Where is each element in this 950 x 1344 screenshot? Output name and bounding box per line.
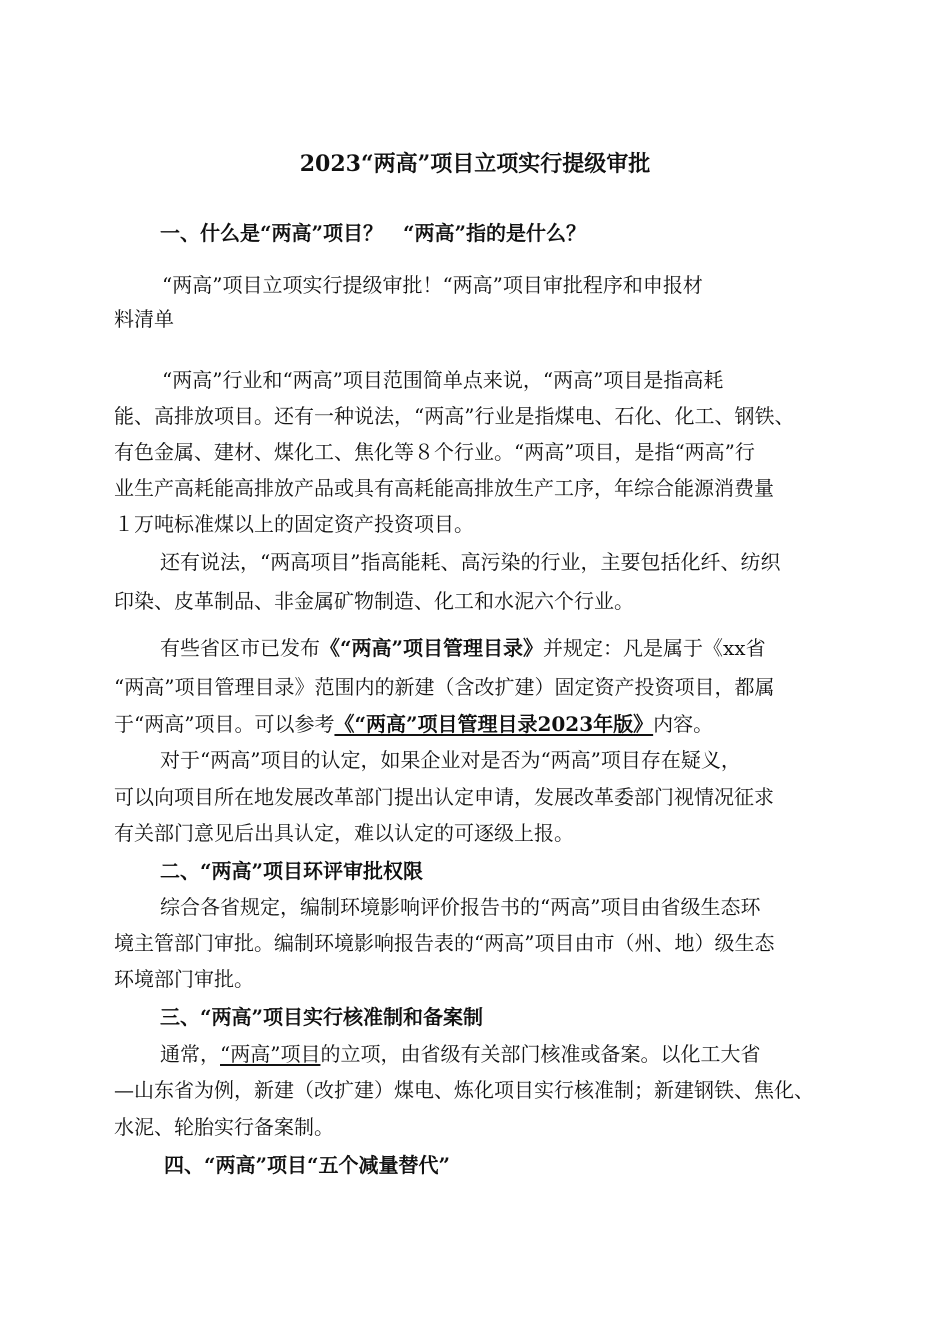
s3-line-2: —山东省为例，新建（改扩建）煤电、炼化项目实行核准制；新建钢铁、焦化、 [114,1078,814,1102]
p4-line-3: 有关部门意见后出具认定，难以认定的可逐级上报。 [114,821,574,845]
p3-line-1 [160,635,766,661]
section1-heading: 一、什么是“两高”项目？ “两高”指的是什么？ [160,221,587,245]
p1-line-5: １万吨标准煤以上的固定资产投资项目。 [114,512,474,536]
s2-line-2: 境主管部门审批。编制环境影响报告表的“两高”项目由市（州、地）级生态 [114,931,775,955]
catalog-2023-link[interactable]: 《“两高”项目管理目录2023年版》 [334,712,654,736]
section2-heading: 二、“两高”项目环评审批权限 [160,859,424,883]
p1-line-4: 业生产高耗能高排放产品或具有高耗能高排放生产工序，年综合能源消费量 [114,476,774,500]
s3-line-1 [160,1041,760,1067]
two-high-projects-link[interactable]: “两高”项目 [220,1042,321,1066]
s3-line-3: 水泥、轮胎实行备案制。 [114,1115,334,1139]
p3-line-1-text-a: 有些省区市已发布 [160,636,320,660]
p4-line-1: 对于“两高”项目的认定，如果企业对是否为“两高”项目存在疑义， [160,748,741,772]
s3-line-1-text-c: 的立项，由省级有关部门核准或备案。以化工大省 [320,1042,761,1066]
p4-line-2: 可以向项目所在地发展改革部门提出认定申请，发展改革委部门视情况征求 [114,785,774,809]
s2-line-3: 环境部门审批。 [114,967,254,991]
section4-heading: 四、“两高”项目“五个减量替代” [164,1153,451,1177]
p3-line-3 [114,711,713,737]
intro-line-1: “两高”项目立项实行提级审批！“两高”项目审批程序和申报材 [162,273,703,297]
document-title: 2023“两高”项目立项实行提级审批 [299,151,651,177]
p3-line-3-text-c: 内容。 [653,712,714,736]
s3-line-1-text-a: 通常， [160,1042,220,1066]
intro-line-2: 料清单 [114,307,174,331]
p1-line-1: “两高”行业和“两高”项目范围简单点来说，“两高”项目是指高耗 [162,368,724,392]
p3-line-1-text-c: 并规定：凡是属于《xx省 [543,636,766,660]
p3-line-2: “两高”项目管理目录》范围内的新建（含改扩建）固定资产投资项目，都属 [114,675,775,699]
p1-line-3: 有色金属、建材、煤化工、焦化等８个行业。“两高”项目，是指“两高”行 [114,440,755,464]
p3-line-3-text-a: 于“两高”项目。可以参考 [114,712,335,736]
catalog-title: 《“两高”项目管理目录》 [320,636,544,660]
p1-line-2: 能、高排放项目。还有一种说法，“两高”行业是指煤电、石化、化工、钢铁、 [114,404,795,428]
p2-line-1: 还有说法，“两高项目”指高能耗、高污染的行业，主要包括化纤、纺织 [160,550,781,574]
p2-line-2: 印染、皮革制品、非金属矿物制造、化工和水泥六个行业。 [114,589,634,613]
section3-heading: 三、“两高”项目实行核准制和备案制 [160,1005,484,1029]
s2-line-1: 综合各省规定，编制环境影响评价报告书的“两高”项目由省级生态环 [160,895,761,919]
